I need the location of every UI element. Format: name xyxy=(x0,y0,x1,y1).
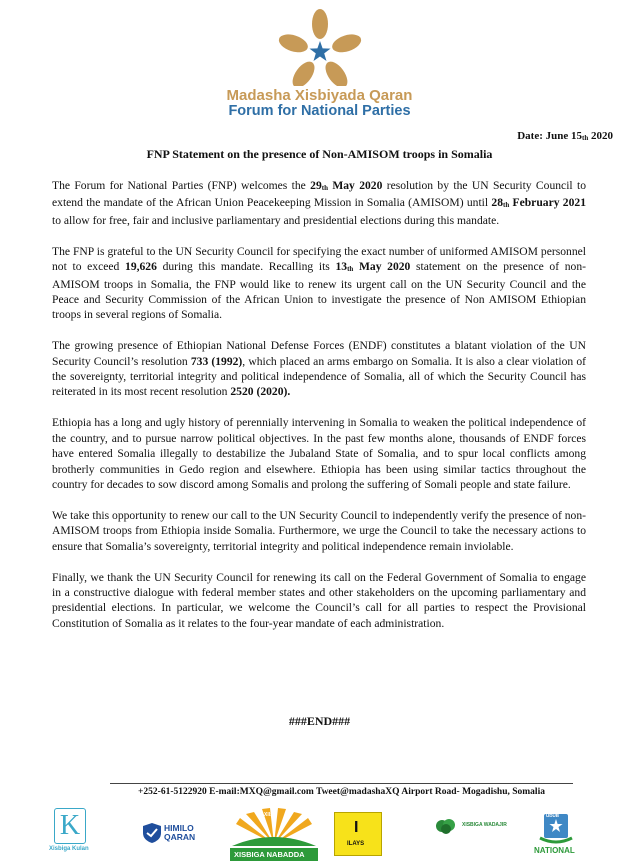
org-name-english: Forum for National Parties xyxy=(228,103,411,119)
himilo-qaran-logo xyxy=(142,816,212,850)
p2-text-e: statement on the presence of non-AMISOM troops in Somalia, the FNP would like to renew its urgent call on the UN Security Council and the Peace and Security Commission of the African Union to investigate the presence of Non AMISOM Ethiopian troops in several regions of Somalia. xyxy=(52,260,586,322)
footer-divider xyxy=(110,783,573,784)
p1-text-a: The Forum for National Parties (FNP) welcomes the xyxy=(52,179,311,192)
p2-ord: th xyxy=(347,265,354,274)
p1-month-1: May 2020 xyxy=(327,179,383,192)
ilays-logo xyxy=(334,812,382,856)
p2-text-a: The FNP is grateful to the UN Security Council for specifying the exact number of uniformed AMISOM personnel not to exceed xyxy=(52,244,586,274)
p2-troop-count: 19,626 xyxy=(125,260,157,274)
p3-text-c: , which placed an arms embargo on Somalia. It is also a clear violation of the sovereignty, territorial integrity and political independence of Somalia, all of which the Security Council has reiterated in its most recent resolution xyxy=(52,354,586,399)
national-party-logo xyxy=(528,810,584,862)
kulan-logo-text: Xisbiga Kulan xyxy=(49,846,89,852)
date-ordinal: th xyxy=(582,134,589,142)
p2-text-c: during this mandate. Recalling its xyxy=(156,260,336,274)
end-mark: ###END### xyxy=(288,714,351,728)
fnp-star-logo-icon xyxy=(270,8,370,86)
national-top-text: UDUB xyxy=(546,813,559,818)
p2-day: 13 xyxy=(335,260,348,274)
p3-text-a: The growing presence of Ethiopian National Defense Forces (ENDF) constitutes a blatant violation of the UN Security Council’s resolution xyxy=(52,339,586,368)
p1-day-2: 28 xyxy=(491,196,503,210)
kulan-k-icon: K xyxy=(54,808,86,844)
statement-body xyxy=(52,178,586,647)
paragraph-2 xyxy=(52,244,586,323)
xisbiga-nabadda-logo xyxy=(226,808,322,864)
header-logo xyxy=(0,8,639,119)
statement-date xyxy=(517,130,613,142)
wadajir-tree-icon xyxy=(434,818,458,836)
himilo-logo-text-1: HIMILO xyxy=(164,823,194,833)
p3-resolution-733: 733 (1992) xyxy=(190,354,243,368)
p2-month: May 2020 xyxy=(353,260,411,274)
p3-resolution-2520: 2520 (2020). xyxy=(230,385,291,399)
p2-date xyxy=(335,260,410,273)
statement-title: FNP Statement on the presence of Non-AMISOM troops in Somalia xyxy=(146,147,493,161)
p1-month-2: February 2021 xyxy=(509,196,586,210)
xisbiga-wadajir-logo xyxy=(426,818,506,852)
p1-text-c: resolution by the UN Security Council to extend the mandate of the African Union Peacekeeping Mission in Somalia (AMISOM) until xyxy=(52,179,586,210)
date-year: 2020 xyxy=(588,130,613,142)
national-logo-text: NATIONAL xyxy=(534,846,575,855)
p1-date-1 xyxy=(310,179,382,192)
paragraph-6: Finally, we thank the UN Security Council for renewing its call on the Federal Government of Somalia to engage in a constructive dialogue with federal member states and other stakeholders on the upcoming parliamentary and presidential elections. In particular, we welcome the Council’s call for all parties to respect the Provisional Constitution of Somalia as it relates to the four-year mandate of each administration. xyxy=(52,570,586,630)
date-text: Date: June 15 xyxy=(517,130,583,142)
p1-text-e: to allow for free, fair and inclusive parliamentary and presidential elections during this mandate. xyxy=(52,213,500,227)
ilays-mark-icon: I xyxy=(354,819,359,836)
nabadda-top-text: XIISA xyxy=(264,812,278,818)
himilo-shield-icon xyxy=(142,822,162,844)
footer-contact: +252-61-5122920 E-mail:MXQ@gmail.com Tweet@madashaXQ Airport Road- Mogadishu, Somalia xyxy=(138,787,545,797)
p1-day-1: 29 xyxy=(310,179,322,192)
org-name-somali: Madasha Xisbiyada Qaran xyxy=(226,87,413,104)
paragraph-3 xyxy=(52,338,586,400)
paragraph-5: We take this opportunity to renew our call to the UN Security Council to independently verify the presence of non-AMISOM troops from Ethiopia inside Somalia. Furthermore, we urge the Council to take the necessary actions to ensure that Somalia’s sovereignty, territorial integrity and political independence remain inviolable. xyxy=(52,508,586,553)
p1-date-2 xyxy=(491,196,586,209)
wadajir-logo-text: XISBIGA WADAJIR xyxy=(462,822,507,828)
p1-ord-1: th xyxy=(321,184,328,192)
nabadda-logo-text: XISBIGA NABADDA xyxy=(234,850,305,859)
himilo-logo-text-2: QARAN xyxy=(164,832,196,842)
paragraph-4: Ethiopia has a long and ugly history of perennially intervening in Somalia to weaken the political independence of the country, and to pursue narrow political objectives. In the past few months alone, thousands of ENDF forces have entered Somalia illegally to destabilize the Jubaland State of Somalia, and to spur local conflicts among brotherly communities in Gedo region and elsewhere. Ethiopia has been using similar tactics throughout the country for decades to sow discord among Somalis and prolong the suffering of Somali people and state failure. xyxy=(52,416,586,491)
paragraph-1 xyxy=(52,178,586,228)
ilays-logo-text: ILAYS xyxy=(347,841,365,847)
kulan-logo xyxy=(40,808,100,864)
p1-ord-2: th xyxy=(502,201,510,210)
member-party-logos xyxy=(0,808,639,864)
